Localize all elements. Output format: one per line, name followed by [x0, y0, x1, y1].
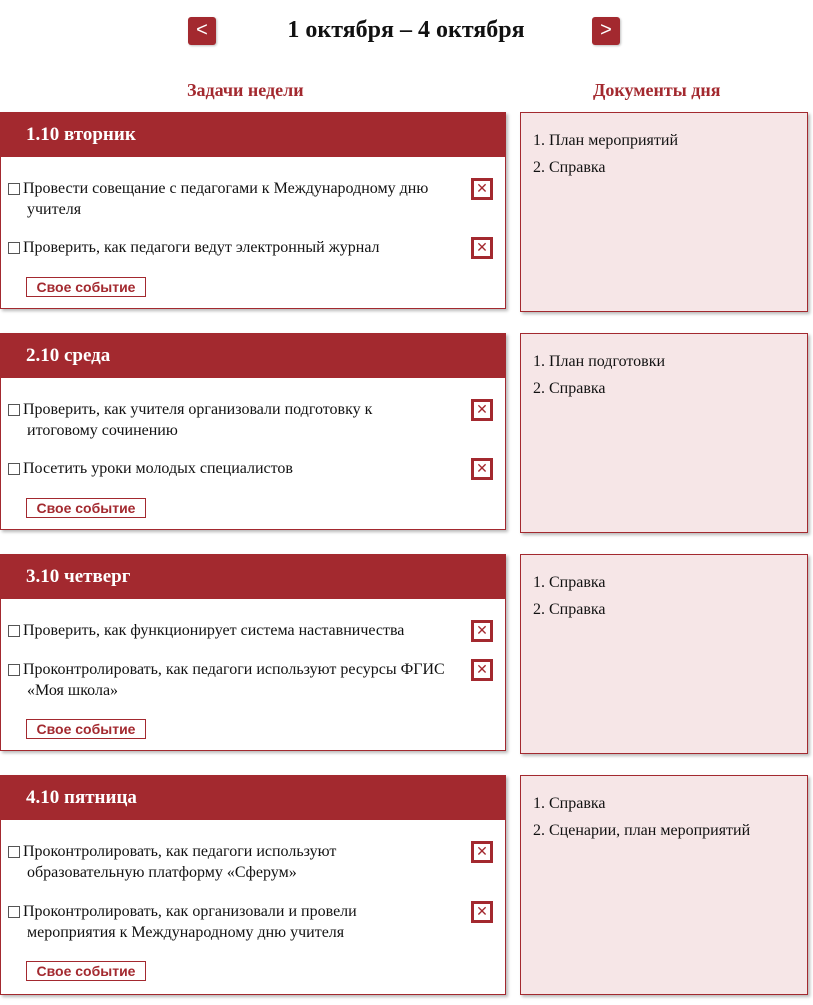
- task-item: [8, 458, 498, 479]
- day-card: [0, 554, 506, 751]
- previous-week-button[interactable]: <: [188, 17, 216, 45]
- day-card: [0, 112, 506, 309]
- delete-task-button[interactable]: [471, 620, 493, 642]
- task-checkbox[interactable]: [8, 404, 20, 416]
- delete-task-button[interactable]: [471, 458, 493, 480]
- task-item: [8, 659, 498, 701]
- task-item: [8, 237, 498, 258]
- docs-column-heading: Документы дня: [593, 80, 721, 100]
- close-icon: ✕: [474, 402, 490, 418]
- doc-link[interactable]: 2. Справка: [533, 601, 606, 618]
- own-event-button[interactable]: Свое событие: [26, 961, 146, 981]
- task-item: [8, 841, 498, 883]
- task-item: [8, 901, 498, 943]
- delete-task-button[interactable]: [471, 178, 493, 200]
- delete-task-button[interactable]: [471, 237, 493, 259]
- day-title: 1.10 вторник: [1, 113, 505, 157]
- tasks-column-heading: Задачи недели: [187, 80, 304, 100]
- doc-link[interactable]: 2. Справка: [533, 380, 606, 397]
- task-checkbox[interactable]: [8, 664, 20, 676]
- doc-link[interactable]: 2. Сценарии, план мероприятий: [533, 822, 751, 839]
- delete-task-button[interactable]: [471, 901, 493, 923]
- task-checkbox[interactable]: [8, 183, 20, 195]
- close-icon: ✕: [474, 461, 490, 477]
- day-title: 4.10 пятница: [1, 776, 505, 820]
- doc-link[interactable]: 2. Справка: [533, 159, 606, 176]
- own-event-button[interactable]: Свое событие: [26, 277, 146, 297]
- task-checkbox[interactable]: [8, 906, 20, 918]
- day-docs-panel: [520, 333, 808, 533]
- close-icon: ✕: [474, 181, 490, 197]
- task-text: Проверить, как функционирует система наставничества: [23, 622, 405, 639]
- task-checkbox[interactable]: [8, 625, 20, 637]
- task-text: Проверить, как учителя организовали подготовку к итоговому сочинению: [23, 401, 373, 439]
- delete-task-button[interactable]: [471, 399, 493, 421]
- task-checkbox[interactable]: [8, 242, 20, 254]
- delete-task-button[interactable]: [471, 841, 493, 863]
- task-text: Проверить, как педагоги ведут электронный журнал: [23, 239, 380, 256]
- doc-link[interactable]: 1. Справка: [533, 574, 606, 591]
- close-icon: ✕: [474, 240, 490, 256]
- day-card: [0, 775, 506, 995]
- doc-link[interactable]: 1. Справка: [533, 795, 606, 812]
- task-checkbox[interactable]: [8, 463, 20, 475]
- day-docs-panel: [520, 112, 808, 312]
- next-week-button[interactable]: >: [592, 17, 620, 45]
- doc-link[interactable]: 1. План подготовки: [533, 353, 666, 370]
- week-range-title: 1 октября – 4 октября: [287, 17, 525, 43]
- close-icon: ✕: [474, 904, 490, 920]
- doc-link[interactable]: 1. План мероприятий: [533, 132, 679, 149]
- task-text: Проконтролировать, как организовали и провели мероприятия к Международному дню учителя: [23, 903, 357, 941]
- day-docs-panel: [520, 554, 808, 754]
- task-item: [8, 620, 498, 641]
- close-icon: ✕: [474, 844, 490, 860]
- own-event-button[interactable]: Свое событие: [26, 719, 146, 739]
- task-item: [8, 178, 498, 220]
- task-text: Проконтролировать, как педагоги используют ресурсы ФГИС «Моя школа»: [23, 661, 445, 699]
- own-event-button[interactable]: Свое событие: [26, 498, 146, 518]
- close-icon: ✕: [474, 623, 490, 639]
- task-text: Посетить уроки молодых специалистов: [23, 460, 293, 477]
- day-title: 3.10 четверг: [1, 555, 505, 599]
- day-card: [0, 333, 506, 530]
- delete-task-button[interactable]: [471, 659, 493, 681]
- close-icon: ✕: [474, 662, 490, 678]
- day-docs-panel: [520, 775, 808, 995]
- task-text: Провести совещание с педагогами к Международному дню учителя: [23, 180, 429, 218]
- day-title: 2.10 среда: [1, 334, 505, 378]
- task-item: [8, 399, 498, 441]
- task-checkbox[interactable]: [8, 846, 20, 858]
- task-text: Проконтролировать, как педагоги используют образовательную платформу «Сферум»: [23, 843, 337, 881]
